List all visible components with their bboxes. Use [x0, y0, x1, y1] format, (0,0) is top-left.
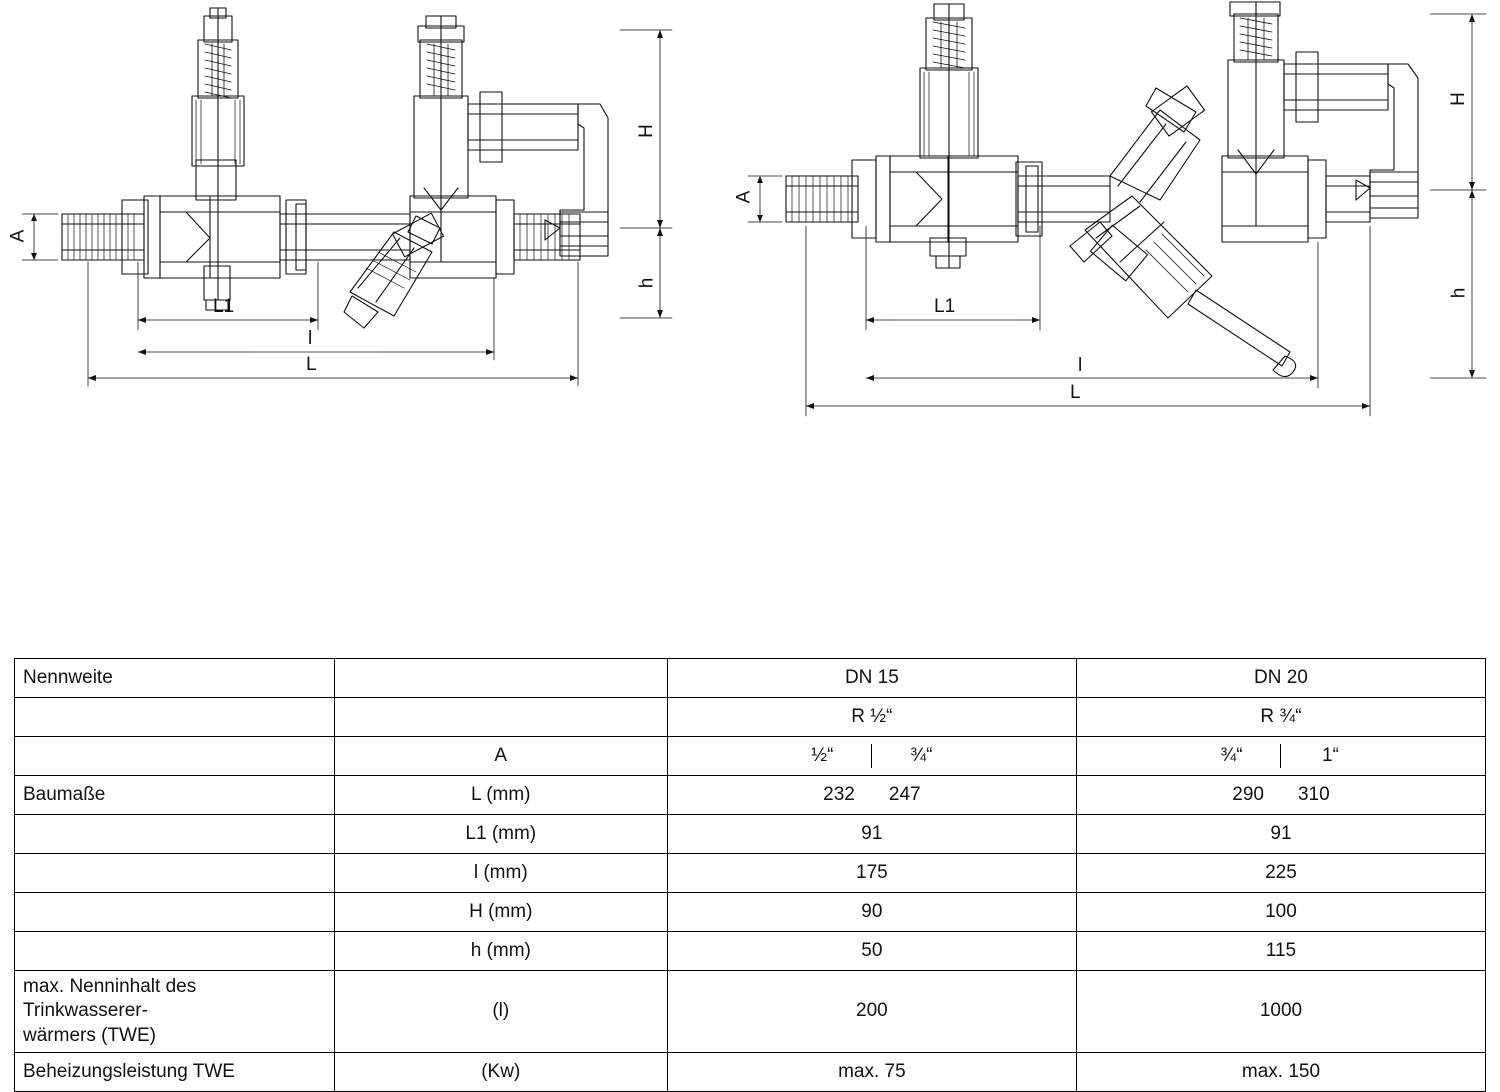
cell-dn15: 91	[667, 815, 1076, 854]
cell-divider	[1280, 744, 1281, 768]
cell-dn20-b: 1“	[1322, 745, 1339, 766]
dim-label-h-right: h	[1448, 287, 1470, 299]
cell-dn20: 115	[1076, 932, 1485, 971]
dim-label-L1-right: L1	[934, 296, 956, 317]
cell-dn20: R ¾“	[1076, 698, 1485, 737]
cell-dn20	[1076, 737, 1485, 776]
dim-label-A-right: A	[733, 190, 755, 204]
table-row	[15, 776, 1486, 815]
row-label	[15, 893, 335, 932]
cell-dn20-a: 290	[1232, 784, 1264, 805]
cell-dn15-a: ½“	[811, 745, 834, 766]
table-row	[15, 698, 1486, 737]
cell-dn15-a: 232	[823, 784, 855, 805]
specification-table	[14, 658, 1486, 1092]
cell-divider	[871, 744, 872, 768]
cell-dn20: 91	[1076, 815, 1485, 854]
cell-dn20-a: ¾“	[1220, 745, 1243, 766]
row-label-line1: max. Nenninhalt des	[23, 976, 197, 997]
cell-dn15: 50	[667, 932, 1076, 971]
cell-dn20: DN 20	[1076, 659, 1485, 698]
cell-dn15-b: ¾“	[910, 745, 933, 766]
dim-label-L1-left: L1	[213, 296, 235, 317]
row-symbol: h (mm)	[334, 932, 667, 971]
cell-dn15: 175	[667, 854, 1076, 893]
table-row	[15, 854, 1486, 893]
row-label	[15, 854, 335, 893]
row-label	[15, 971, 335, 1053]
cell-dn20: 225	[1076, 854, 1485, 893]
row-label: Nennweite	[15, 659, 335, 698]
table-row	[15, 893, 1486, 932]
row-symbol: A	[334, 737, 667, 776]
dim-label-H-left: H	[635, 124, 657, 138]
cell-dn20	[1076, 776, 1485, 815]
left-assembly-drawing	[22, 8, 672, 386]
row-label	[15, 932, 335, 971]
row-symbol: L (mm)	[334, 776, 667, 815]
row-symbol: (l)	[334, 971, 667, 1053]
row-symbol	[334, 698, 667, 737]
dim-label-A-left: A	[7, 229, 29, 243]
cell-dn15-b: 247	[888, 784, 921, 805]
cell-dn15: max. 75	[667, 1052, 1076, 1091]
dim-label-l-right: l	[1078, 355, 1083, 376]
table-row	[15, 1052, 1486, 1091]
cell-dn20: max. 150	[1076, 1052, 1485, 1091]
row-symbol	[334, 659, 667, 698]
row-label	[15, 698, 335, 737]
right-assembly-drawing	[748, 2, 1486, 416]
row-label	[15, 737, 335, 776]
dim-label-H-right: H	[1447, 92, 1469, 106]
dim-label-L-right: L	[1070, 382, 1081, 403]
table-row	[15, 932, 1486, 971]
row-label	[15, 815, 335, 854]
row-symbol: l (mm)	[334, 854, 667, 893]
row-label: Baumaße	[15, 776, 335, 815]
cell-dn15: 90	[667, 893, 1076, 932]
cell-dn20: 100	[1076, 893, 1485, 932]
row-label-line2: Trinkwasserer-	[23, 1000, 148, 1022]
table-row	[15, 737, 1486, 776]
table-row	[15, 971, 1486, 1053]
row-symbol: H (mm)	[334, 893, 667, 932]
dim-label-l-left: l	[308, 328, 313, 349]
cell-dn20-b: 310	[1297, 784, 1330, 805]
table-row	[15, 815, 1486, 854]
cell-dn15: R ½“	[667, 698, 1076, 737]
row-symbol: (Kw)	[334, 1052, 667, 1091]
row-label: Beheizungsleistung TWE	[15, 1052, 335, 1091]
cell-dn15	[667, 776, 1076, 815]
cell-dn15: 200	[667, 971, 1076, 1053]
cell-dn15	[667, 737, 1076, 776]
table-row	[15, 659, 1486, 698]
dim-label-h-left: h	[636, 277, 658, 289]
cell-dn20: 1000	[1076, 971, 1485, 1053]
dim-label-L-left: L	[306, 354, 317, 375]
row-label-line3: wärmers (TWE)	[23, 1024, 156, 1046]
row-symbol: L1 (mm)	[334, 815, 667, 854]
cell-dn15: DN 15	[667, 659, 1076, 698]
